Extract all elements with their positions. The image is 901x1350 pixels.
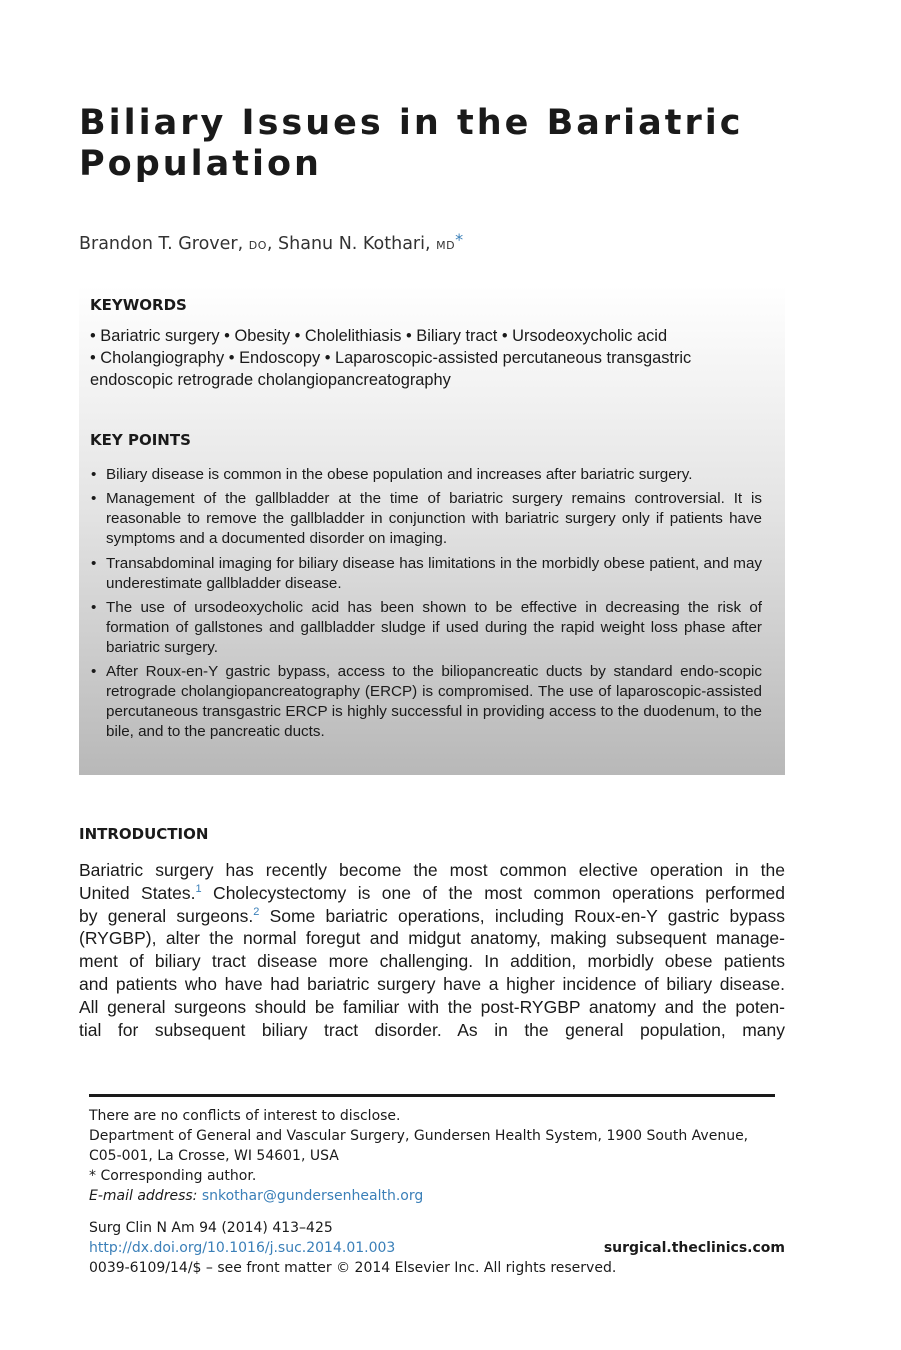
email-row: [89, 1186, 789, 1206]
affiliation: Department of General and Vascular Surgery, Gundersen Health System, 1900 South Avenue,: [89, 1128, 749, 1144]
key-point-text: Management of the gallbladder at the time of bariatric surgery remains controversial. It is reasonable to remove the gallbladder in conjunction with bariatric surgery only if patients have symptoms and a documented disorder on imaging.: [106, 490, 762, 548]
intro-line: [79, 882, 785, 905]
key-point-item: [90, 598, 762, 658]
introduction-paragraph: [79, 859, 785, 1041]
intro-line: (RYGBP), alter the normal foregut and midgut anatomy, making subsequent manage-: [79, 928, 785, 949]
author-2: Shanu N. Kothari,: [278, 234, 431, 254]
keywords-line: • Cholangiography • Endoscopy • Laparoscopic-assisted percutaneous transgastric: [90, 349, 692, 367]
key-point-text: Biliary disease is common in the obese population and increases after bariatric surgery.: [106, 466, 693, 483]
reference-link[interactable]: 1: [195, 882, 202, 895]
conflicts-statement: There are no conflicts of interest to disclose.: [89, 1108, 401, 1124]
intro-text: United States.: [79, 882, 196, 903]
bullet-icon: •: [91, 466, 97, 483]
footnotes: [89, 1106, 789, 1206]
intro-text: by general surgeons.: [79, 905, 254, 926]
author-2-degree: MD: [436, 239, 456, 252]
keywords-heading: KEYWORDS: [90, 296, 187, 314]
affiliation: C05-001, La Crosse, WI 54601, USA: [89, 1148, 339, 1164]
keywords-line: • Bariatric surgery • Obesity • Cholelithiasis • Biliary tract • Ursodeoxycholic acid: [90, 327, 668, 345]
article-title: [79, 103, 819, 185]
key-point-item: [90, 465, 762, 485]
bullet-icon: •: [91, 663, 97, 681]
author-1-degree: DO: [248, 239, 267, 252]
journal-website[interactable]: surgical.theclinics.com: [603, 1240, 785, 1256]
bullet-icon: •: [91, 490, 97, 508]
key-point-text: The use of ursodeoxycholic acid has been shown to be effective in decreasing the risk of formation of gallstones and gallbladder sludge if used during the rapid weight loss phase after bariatric surgery.: [106, 598, 762, 656]
key-point-item: [90, 489, 762, 549]
title-line-1: Biliary Issues in the Bariatric: [79, 103, 744, 143]
key-points-list: [90, 465, 762, 746]
corresponding-author-note: * Corresponding author.: [89, 1168, 257, 1184]
intro-line: Bariatric surgery has recently become the most common elective operation in the: [79, 860, 785, 880]
key-points-heading: KEY POINTS: [90, 431, 191, 449]
key-point-text: Transabdominal imaging for biliary disease has limitations in the morbidly obese patient, and may underestimate gallbladder disease.: [106, 554, 762, 592]
email-label: E-mail address:: [89, 1188, 198, 1204]
key-point-item: [90, 662, 762, 742]
intro-line: All general surgeons should be familiar with the post-RYGBP anatomy and the poten-: [79, 996, 785, 1017]
keywords-line: endoscopic retrograde cholangiopancreatography: [90, 371, 451, 389]
intro-line: and patients who have had bariatric surgery have a higher incidence of biliary disease.: [79, 973, 785, 994]
reference-link[interactable]: 2: [253, 905, 260, 918]
email-link[interactable]: snkothar@gundersenhealth.org: [201, 1188, 424, 1204]
journal-info: [89, 1218, 785, 1278]
intro-line: [79, 905, 785, 928]
intro-line: tial for subsequent biliary tract disorder. As in the general population, many: [79, 1019, 785, 1040]
intro-text: Some bariatric operations, including Roux-en-Y gastric bypass: [259, 905, 785, 926]
introduction-heading: INTRODUCTION: [79, 825, 209, 843]
author-1: Brandon T. Grover,: [79, 234, 244, 254]
title-line-2: Population: [79, 144, 322, 184]
copyright: 0039-6109/14/$ – see front matter © 2014 Elsevier Inc. All rights reserved.: [89, 1260, 617, 1276]
citation: Surg Clin N Am 94 (2014) 413–425: [89, 1220, 333, 1236]
key-point-item: [90, 554, 762, 594]
key-point-text: After Roux-en-Y gastric bypass, access to the biliopancreatic ducts by standard endo-scopic retrograde cholangiopancreatography (ERCP) is compromised. The use of laparoscopic-assisted percutaneous transgastric ERCP is highly successful in providing access to the duodenum, to the bile, and to the pancreatic ducts.: [106, 663, 762, 741]
intro-text: Cholecystectomy is one of the most common operations performed: [201, 882, 786, 903]
corresponding-author-link[interactable]: *: [455, 230, 464, 249]
author-list: Brandon T. Grover, DO, Shanu N. Kothari, MD*: [79, 230, 464, 254]
doi-link[interactable]: http://dx.doi.org/10.1016/j.suc.2014.01.003: [89, 1240, 396, 1256]
footnote-divider: [89, 1094, 775, 1097]
keywords-keypoints-box: [79, 286, 785, 775]
keywords-list: [90, 325, 780, 391]
intro-line: ment of biliary tract disease more challenging. In addition, morbidly obese patients: [79, 951, 785, 972]
bullet-icon: •: [91, 598, 97, 616]
bullet-icon: •: [91, 554, 97, 572]
